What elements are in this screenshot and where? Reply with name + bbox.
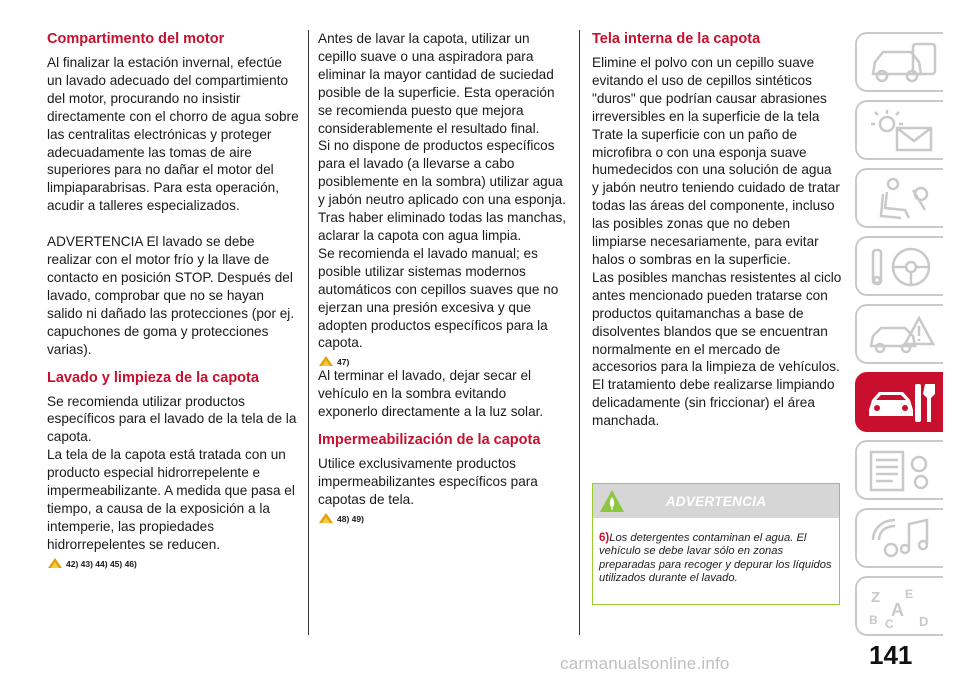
svg-text:Z: Z [871,589,881,606]
paragraph-manchas: Las posibles manchas resistentes al ciclo antes mencionado pueden tratarse con productos quitamanchas a base de disolventes blandos que se encuentran normalmente en el mercado de accesorios para la limpieza de vehículos. El tratamiento debe realizarse limpiando delicadamente (sin friccionar) el área manchada. [592,269,842,429]
warning-refs-2 [318,355,568,367]
refs-text-3[interactable]: 48) 49) [337,513,364,524]
chapter-sidebar [855,32,943,644]
tab-index[interactable] [855,576,943,636]
key-steering-wheel-icon [865,244,937,290]
heading-impermeabilizacion: Impermeabilización de la capota [318,432,541,449]
car-wrench-icon [865,380,937,426]
paragraph-antes-lavar: Antes de lavar la capota, utilizar un cepillo suave o una aspiradora para eliminar la mayor cantidad de suciedad posible de la superficie. Esta operación se recomienda puesto que mejora considerablemente el resultado final. [318,31,555,136]
paragraph-lavado-2: La tela de la capota está tratada con un producto especial hidrorrepelente e impermeabilizante. A medida que pasa el tiempo, a causa de la exposición a la intemperie, las propiedades hidrorrepelentes se reducen. [47,447,295,552]
tab-specs[interactable] [855,440,943,500]
multimedia-music-icon [865,516,937,562]
advertencia-header [593,484,839,518]
paragraph-aclarar: Tras haber eliminado todas las manchas, aclarar la capota con agua limpia. [318,210,567,243]
advertencia-box [592,483,840,605]
advertencia-body [593,518,839,586]
heading-compartimento-motor: Compartimento del motor [47,31,225,47]
warning-car-icon [865,312,937,358]
tab-dashboard[interactable] [855,32,943,92]
alphabet-index-icon [865,584,937,630]
paragraph-secar: Al terminar el lavado, dejar secar el vehículo en la sombra evitando exponerlo directamente a la luz solar. [318,368,544,420]
paragraph-lavado-manual: Se recomienda el lavado manual; es posible utilizar sistemas modernos automáticos con cepillos suaves que no ejerzan una presión excesiva y que adopten productos específicos para la capota. [318,245,559,351]
heading-tela-interna: Tela interna de la capota [592,31,761,47]
tab-emergency[interactable] [855,304,943,364]
svg-text:E: E [905,587,914,601]
tab-starting[interactable] [855,236,943,296]
paragraph-impermeabilizantes: Utilice exclusivamente productos impermeabilizantes específicos para capotas de tela. [318,456,538,507]
svg-text:B: B [869,613,878,627]
warning-refs-3 [318,512,568,524]
tab-multimedia[interactable] [855,508,943,568]
seat-airbag-icon [865,176,937,222]
advertencia-text: Los detergentes contaminan el agua. El vehículo se debe lavar sólo en zonas preparadas para recoger y depurar los líquidos utilizados durante el lavado. [599,532,832,585]
warning-refs-1 [47,557,299,569]
paragraph-productos: Si no dispone de productos específicos para el lavado (a llevarse a cabo posiblemente en la sombra) utilizar agua y jabón neutro aplicado con una esponja. [318,138,566,208]
column-3 [592,30,842,430]
paragraph-advertencia-motor: ADVERTENCIA El lavado se debe realizar con el motor frío y la llave de contacto en posición STOP. Después del lavado, comprobar que no se hayan salido ni dañado las protecciones (por ej. capuchones de goma y protecciones varias). [47,234,295,357]
specs-gears-icon [865,448,937,494]
tab-safety[interactable] [855,168,943,228]
advertencia-title: ADVERTENCIA [665,493,767,509]
hand-warning-icon [47,557,63,569]
tab-maintenance[interactable] [855,372,943,432]
svg-text:C: C [885,617,894,630]
svg-text:D: D [919,614,929,629]
watermark: carmanualsonline.info [560,654,730,673]
page-number: 141 [869,640,913,670]
environment-warning-icon [599,489,625,513]
column-divider-1 [308,30,309,635]
paragraph-lavado-1: Se recomienda utilizar productos específicos para el lavado de la tela de la capota. [47,393,297,445]
hand-warning-icon [318,512,334,524]
car-dashboard-icon [865,40,937,86]
advertencia-number: 6) [599,532,610,544]
lights-envelope-icon [865,108,937,154]
column-2 [318,30,568,524]
refs-text-1[interactable]: 42) 43) 44) 45) 46) [66,558,137,569]
refs-text-2[interactable]: 47) [337,357,350,368]
svg-text:A: A [891,600,904,620]
column-divider-2 [579,30,580,635]
tab-lights[interactable] [855,100,943,160]
column-1 [47,30,299,569]
heading-lavado-capota: Lavado y limpieza de la capota [47,369,259,386]
paragraph-eliminar-polvo: Elimine el polvo con un cepillo suave evitando el uso de cepillos sintéticos "duros" que podrían causar abrasiones irreversibles en la superficie de la tela [592,55,827,124]
hand-warning-icon [318,355,334,367]
paragraph-motor: Al finalizar la estación invernal, efectúe un lavado adecuado del compartimiento del motor, procurando no insistir directamente con el chorro de agua sobre las centralitas electrónicas y proteger adecuadamente las tomas de aire superiores para no dañar el motor del limpiaparabrisas. Para esta operación, acudir a talleres especializados. [47,55,299,214]
paragraph-tratar-superficie: Trate la superficie con un paño de microfibra o con una esponja suave humedecidos con una solución de agua y jabón neutro teniendo cuidado de tratar todas las áreas del componente, incluso las posibles zonas que no deben limpiarse necesariamente, para evitar halos o sombras en la superficie. [592,126,840,267]
